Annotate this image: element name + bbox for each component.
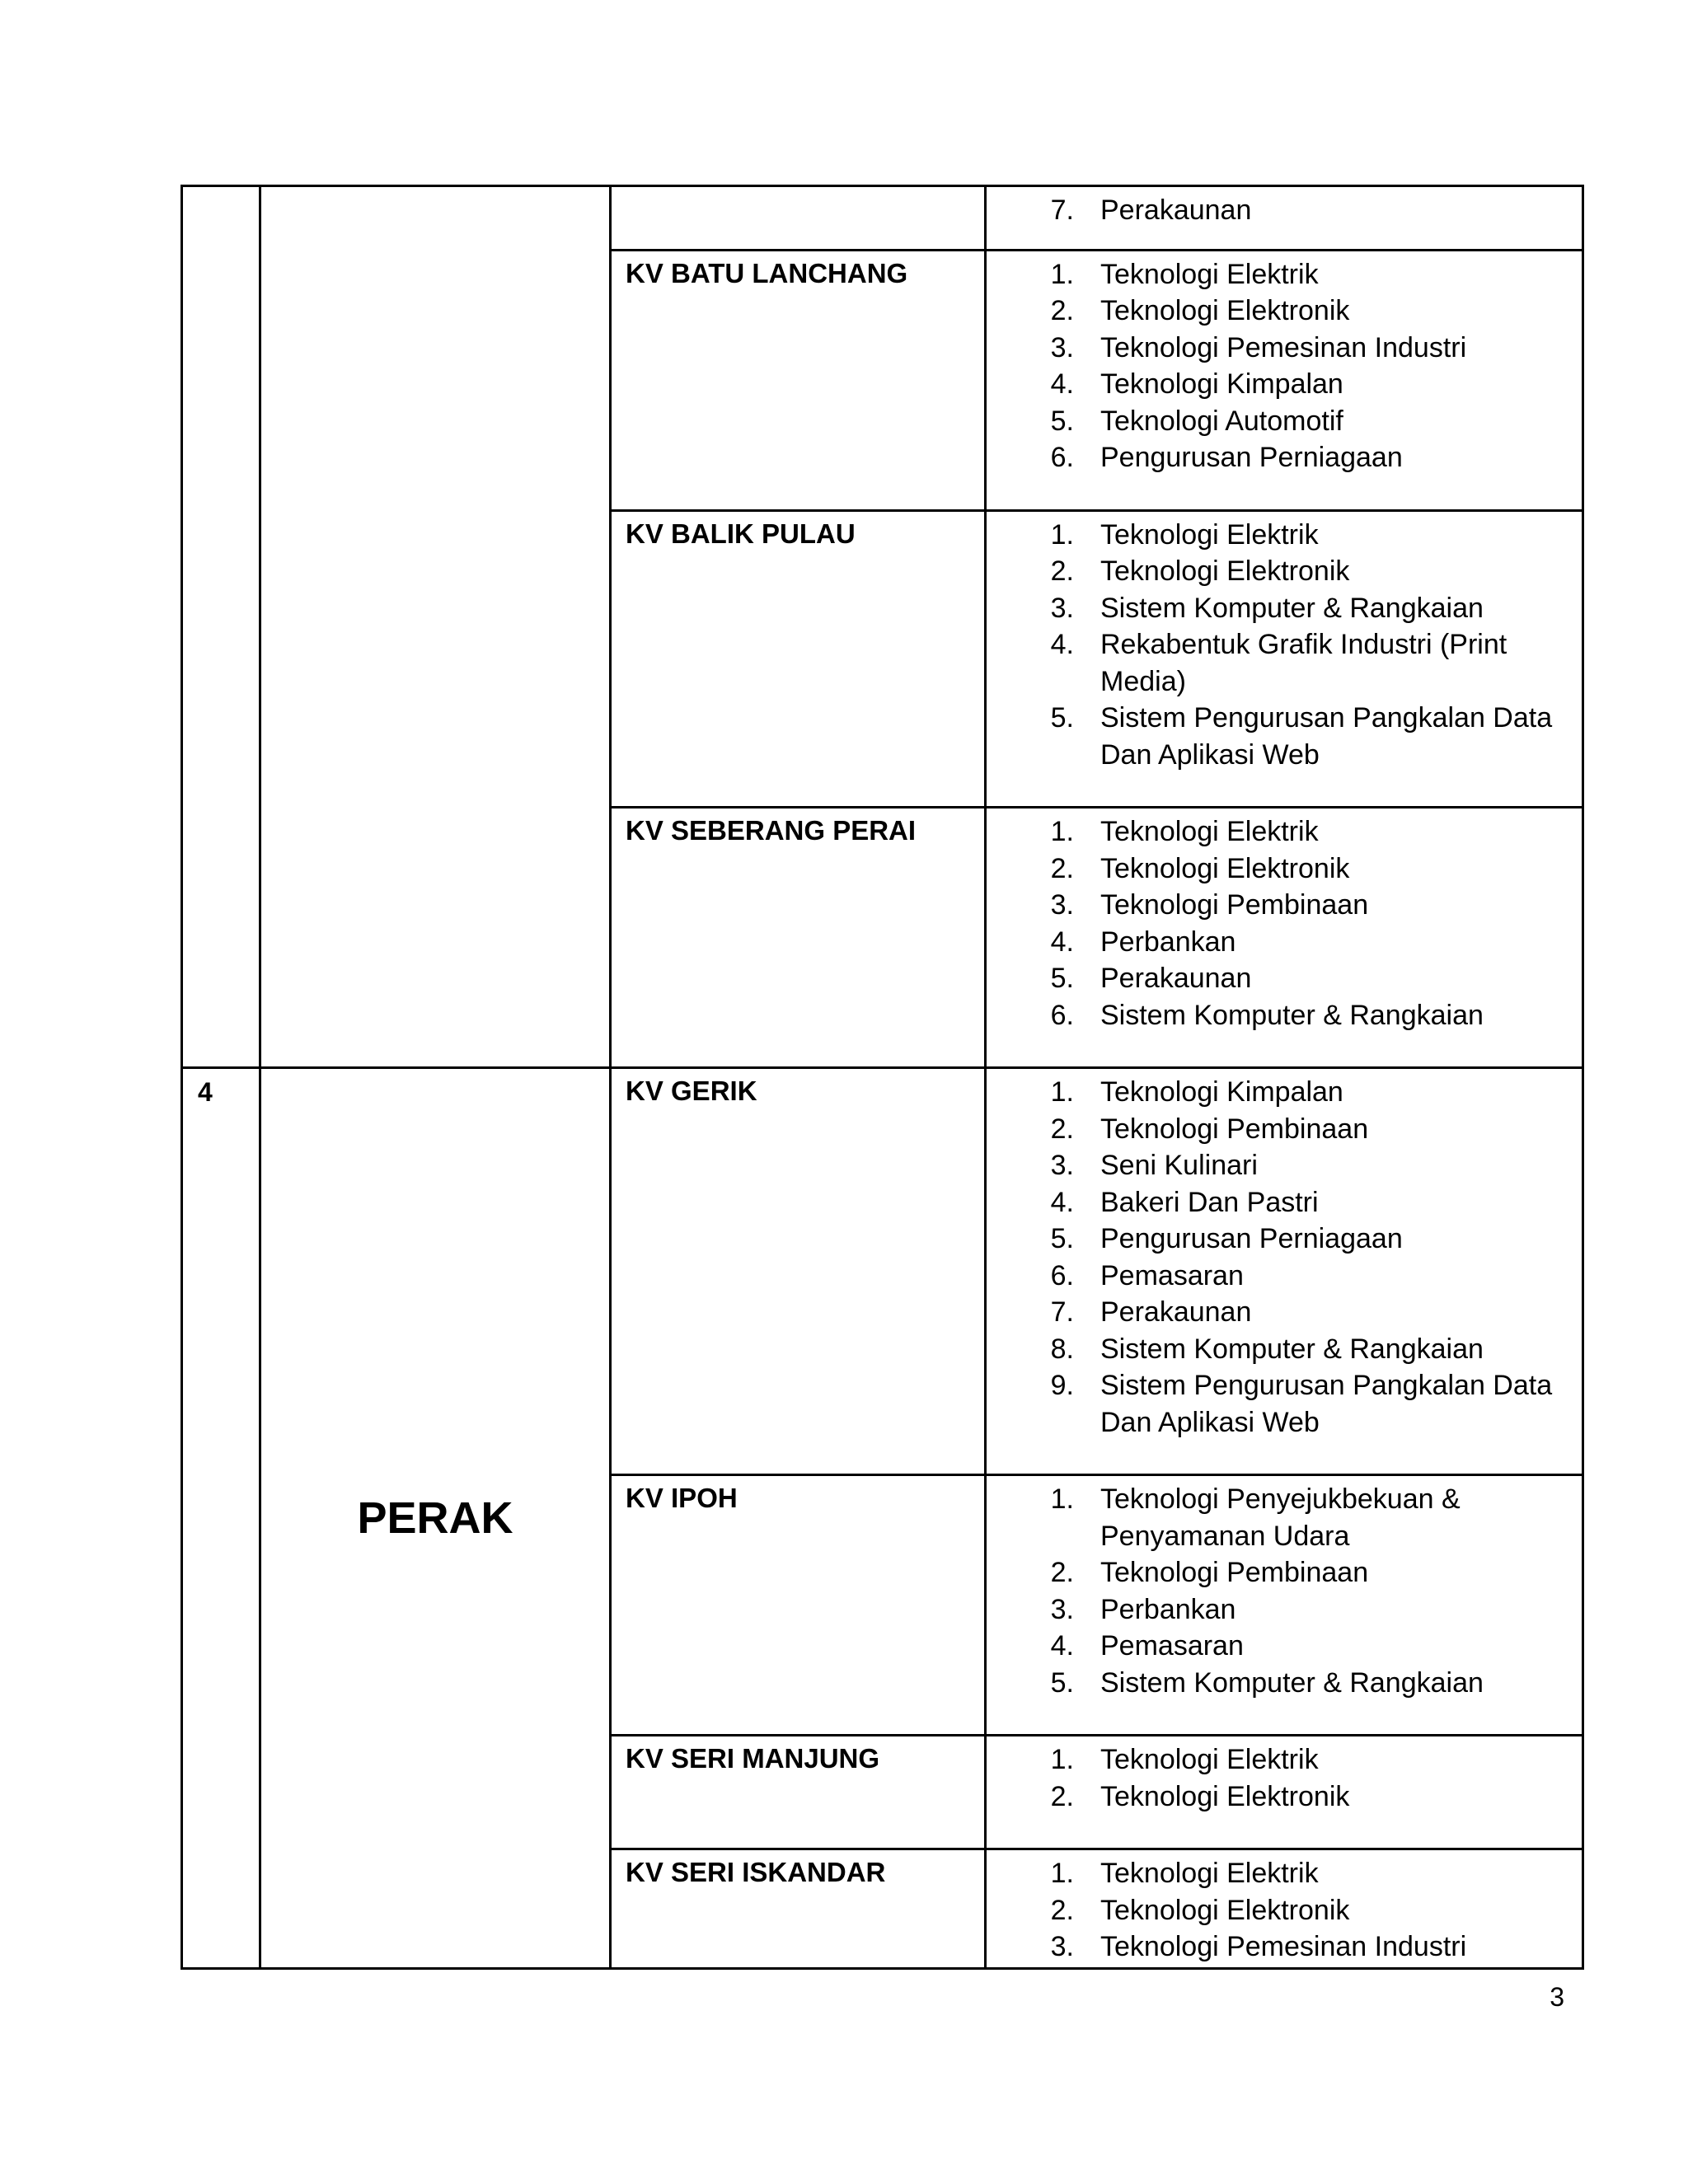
- list-item: 2. Teknologi Elektronik: [1050, 295, 1350, 326]
- programs-cell: [986, 1736, 1583, 1849]
- state-cell: [260, 186, 611, 1068]
- list-item: 5. Pengurusan Perniagaan: [1050, 1223, 1403, 1254]
- number-cell: 4: [182, 1068, 260, 1969]
- number-cell: [182, 186, 260, 1068]
- list-item: 3. Sistem Komputer & Rangkaian: [1050, 592, 1484, 624]
- kv-name: KV SERI MANJUNG: [626, 1743, 880, 1774]
- list-item: 3. Seni Kulinari: [1050, 1150, 1258, 1181]
- table-row: [182, 186, 1583, 251]
- program-list: [987, 808, 1582, 1066]
- kv-cell: [611, 186, 986, 251]
- list-item: 3. Teknologi Pemesinan Industri: [1050, 1931, 1467, 1962]
- kv-name: KV GERIK: [626, 1076, 757, 1106]
- kv-cell: [611, 808, 986, 1068]
- list-item: 1. Teknologi Kimpalan: [1050, 1076, 1343, 1108]
- list-item: 4. Pemasaran: [1050, 1630, 1244, 1661]
- programs-cell: [986, 1475, 1583, 1736]
- list-item: 3. Teknologi Pembinaan: [1050, 889, 1369, 921]
- programs-cell: [986, 250, 1583, 510]
- kv-name: [612, 187, 984, 194]
- programs-cell: [986, 1849, 1583, 1969]
- list-item: 3. Teknologi Pemesinan Industri: [1050, 331, 1467, 363]
- kv-name: KV BALIK PULAU: [626, 518, 856, 549]
- kv-name: KV SERI ISKANDAR: [626, 1857, 886, 1887]
- list-item: 4. Bakeri Dan Pastri: [1050, 1186, 1319, 1218]
- program-list: [987, 251, 1582, 509]
- list-item: 6. Pemasaran: [1050, 1259, 1244, 1291]
- list-item: 4. Teknologi Kimpalan: [1050, 368, 1343, 400]
- list-item: 6. Pengurusan Perniagaan: [1050, 442, 1403, 473]
- kv-cell: [611, 1736, 986, 1849]
- program-list: [987, 187, 1582, 249]
- institution-program-table: [181, 185, 1584, 1970]
- kv-cell: [611, 1068, 986, 1475]
- list-item: 4. Rekabentuk Grafik Industri (Print Media): [1050, 629, 1507, 697]
- program-list: [987, 1736, 1582, 1848]
- program-list: [987, 1476, 1582, 1734]
- list-item: 1. Teknologi Elektrik: [1050, 1858, 1319, 1889]
- state-cell: [260, 1068, 611, 1969]
- program-list: [987, 1850, 1582, 1967]
- programs-cell: [986, 510, 1583, 808]
- page-number: 3: [1550, 1982, 1564, 2012]
- list-item: 7. Perakaunan: [1050, 194, 1252, 226]
- programs-cell: [986, 808, 1583, 1068]
- table-row: [182, 1068, 1583, 1475]
- list-item: 2. Teknologi Elektronik: [1050, 1894, 1350, 1926]
- list-item: 2. Teknologi Pembinaan: [1050, 1557, 1369, 1588]
- program-list: [987, 512, 1582, 807]
- state-name: PERAK: [357, 1493, 513, 1543]
- kv-cell: [611, 510, 986, 808]
- kv-cell: [611, 250, 986, 510]
- programs-cell: [986, 186, 1583, 251]
- kv-name: KV IPOH: [626, 1483, 738, 1513]
- list-item: 6. Sistem Komputer & Rangkaian: [1050, 999, 1484, 1031]
- list-item: 8. Sistem Komputer & Rangkaian: [1050, 1333, 1484, 1365]
- list-item: 2. Teknologi Pembinaan: [1050, 1113, 1369, 1145]
- list-item: 7. Perakaunan: [1050, 1296, 1252, 1328]
- list-item: 9. Sistem Pengurusan Pangkalan Data Dan Aplikasi Web: [1050, 1370, 1553, 1438]
- list-item: 3. Perbankan: [1050, 1593, 1236, 1625]
- list-item: 1. Teknologi Penyejukbekuan & Penyamanan Udara: [1050, 1483, 1461, 1552]
- list-item: 1. Teknologi Elektrik: [1050, 1744, 1319, 1775]
- list-item: 2. Teknologi Elektronik: [1050, 1780, 1350, 1812]
- list-item: 1. Teknologi Elektrik: [1050, 258, 1319, 290]
- list-item: 2. Teknologi Elektronik: [1050, 852, 1350, 884]
- list-item: 5. Teknologi Automotif: [1050, 405, 1343, 437]
- kv-name: KV BATU LANCHANG: [626, 257, 908, 288]
- list-item: 5. Sistem Komputer & Rangkaian: [1050, 1666, 1484, 1699]
- programs-cell: [986, 1068, 1583, 1475]
- list-item: 5. Sistem Pengurusan Pangkalan Data Dan Aplikasi Web: [1050, 702, 1553, 771]
- kv-cell: [611, 1475, 986, 1736]
- kv-cell: [611, 1849, 986, 1969]
- list-item: 5. Perakaunan: [1050, 963, 1252, 994]
- list-item: 4. Perbankan: [1050, 926, 1236, 958]
- kv-name: KV SEBERANG PERAI: [626, 815, 917, 846]
- list-item: 2. Teknologi Elektronik: [1050, 555, 1350, 587]
- list-item: 1. Teknologi Elektrik: [1050, 518, 1319, 551]
- list-item: 1. Teknologi Elektrik: [1050, 816, 1319, 847]
- program-list: [987, 1069, 1582, 1474]
